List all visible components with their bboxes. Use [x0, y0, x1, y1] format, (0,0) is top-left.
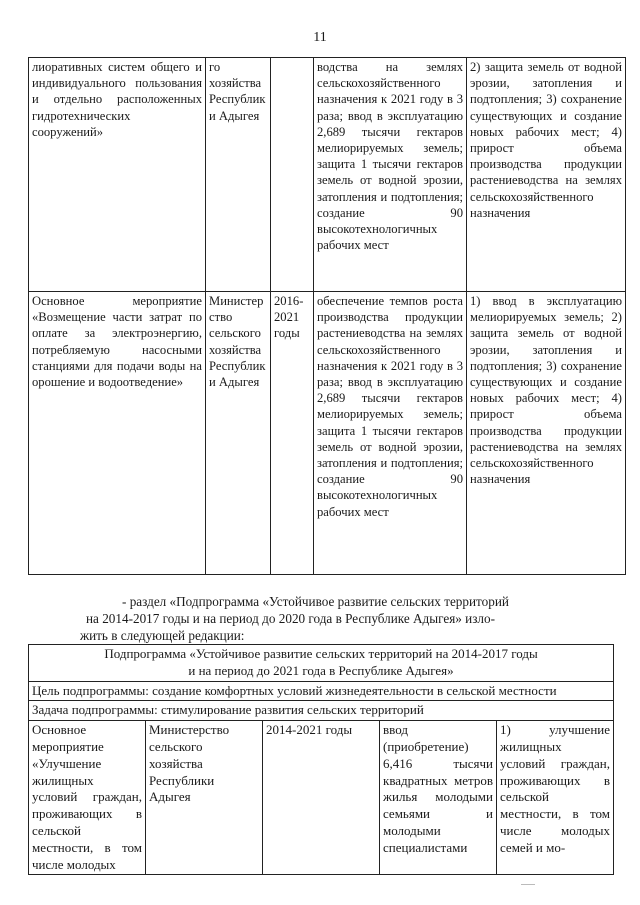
main-directions-cell: 2) защита земель от водной эрозии, затопления и подтопления; 3) сохранение существующих и создание новых рабочих мест; 4) прирост объема производства продукции растениеводства на землях сельскохозяйственного назначения [467, 58, 626, 292]
amendment-line: жить в следующей редакции: [80, 628, 245, 643]
executor-cell: го хозяйства Республики Адыгея [206, 58, 271, 292]
period-cell: 2014-2021 годы [263, 721, 380, 875]
table-row [29, 721, 614, 875]
executor-cell: Министерство сельского хозяйства Республики Адыгея [206, 292, 271, 575]
section-amendment-text [28, 593, 614, 644]
executor-cell: Министерство сельского хозяйства Республики Адыгея [146, 721, 263, 875]
table-row [29, 681, 614, 701]
measures-table-continued [28, 57, 626, 575]
period-cell [271, 58, 314, 292]
expected-result-cell: водства на землях сельскохозяйственного назначения к 2021 году в 3 раза; ввод в эксплуатацию 2,689 тысячи гектаров мелиорируемых земель; защита 1 тысячи гектаров земель от водной эрозии, затопления и подтопления; создание 90 высокотехнологичных рабочих мест [314, 58, 467, 292]
expected-result-cell: ввод (приобретение) 6,416 тысячи квадратных метров жилья молодыми семьями и молодыми специалистами [380, 721, 497, 875]
period-cell: 2016-2021 годы [271, 292, 314, 575]
subprogram-title-line: и на период до 2021 года в Республике Адыгея» [188, 662, 454, 678]
main-directions-cell: 1) ввод в эксплуатацию мелиорируемых земель; 2) защита земель от водной эрозии, затопления и подтопления; 3) сохранение существующих и создание новых рабочих мест; 4) прирост объема производства продукции растениеводства на землях сельскохозяйственного назначения [467, 292, 626, 575]
measure-name-cell: Основное мероприятие «Возмещение части затрат по оплате за электроэнергию, потребляемую насосными станциями для подачи воды на орошение и водоотведение» [29, 292, 206, 575]
subprogram-task-cell: Задача подпрограммы: стимулирование развития сельских территорий [29, 701, 614, 721]
table-row [29, 58, 626, 292]
subprogram-title-line: Подпрограмма «Устойчивое развитие сельских территорий на 2014-2017 годы [104, 646, 538, 661]
main-directions-cell: 1) улучшение жилищных условий граждан, проживающих в сельской местности, в том числе молодых семей и мо- [497, 721, 614, 875]
subprogram-title-cell [29, 645, 614, 682]
amendment-line: - раздел «Подпрограмма «Устойчивое развитие сельских территорий [122, 594, 509, 609]
subprogram-goal-cell: Цель подпрограммы: создание комфортных условий жизнедеятельности в сельской местности [29, 681, 614, 701]
measure-name-cell: Основное мероприятие «Улучшение жилищных условий граждан, проживающих в сельской местности, в том числе молодых [29, 721, 146, 875]
page-number: 11 [313, 30, 327, 45]
table-row [29, 701, 614, 721]
amendment-line: на 2014-2017 годы и на период до 2020 года в Республике Адыгея» изло- [86, 611, 495, 626]
measure-name-cell: лиоративных систем общего и индивидуального пользования и отдельно расположенных гидротехнических сооружений» [29, 58, 206, 292]
expected-result-cell: обеспечение темпов роста производства продукции растениеводства на землях сельскохозяйственного назначения к 2021 году в 3 раза; ввод в эксплуатацию 2,689 тысячи гектаров мелиорируемых земель; защита 1 тысячи гектаров земель от водной эрозии, затопления и подтопления; создание 90 высокотехнологичных рабочих мест [314, 292, 467, 575]
subprogram-table [28, 644, 614, 875]
scan-mark [521, 884, 535, 885]
table-row [29, 645, 614, 682]
table-row [29, 292, 626, 575]
